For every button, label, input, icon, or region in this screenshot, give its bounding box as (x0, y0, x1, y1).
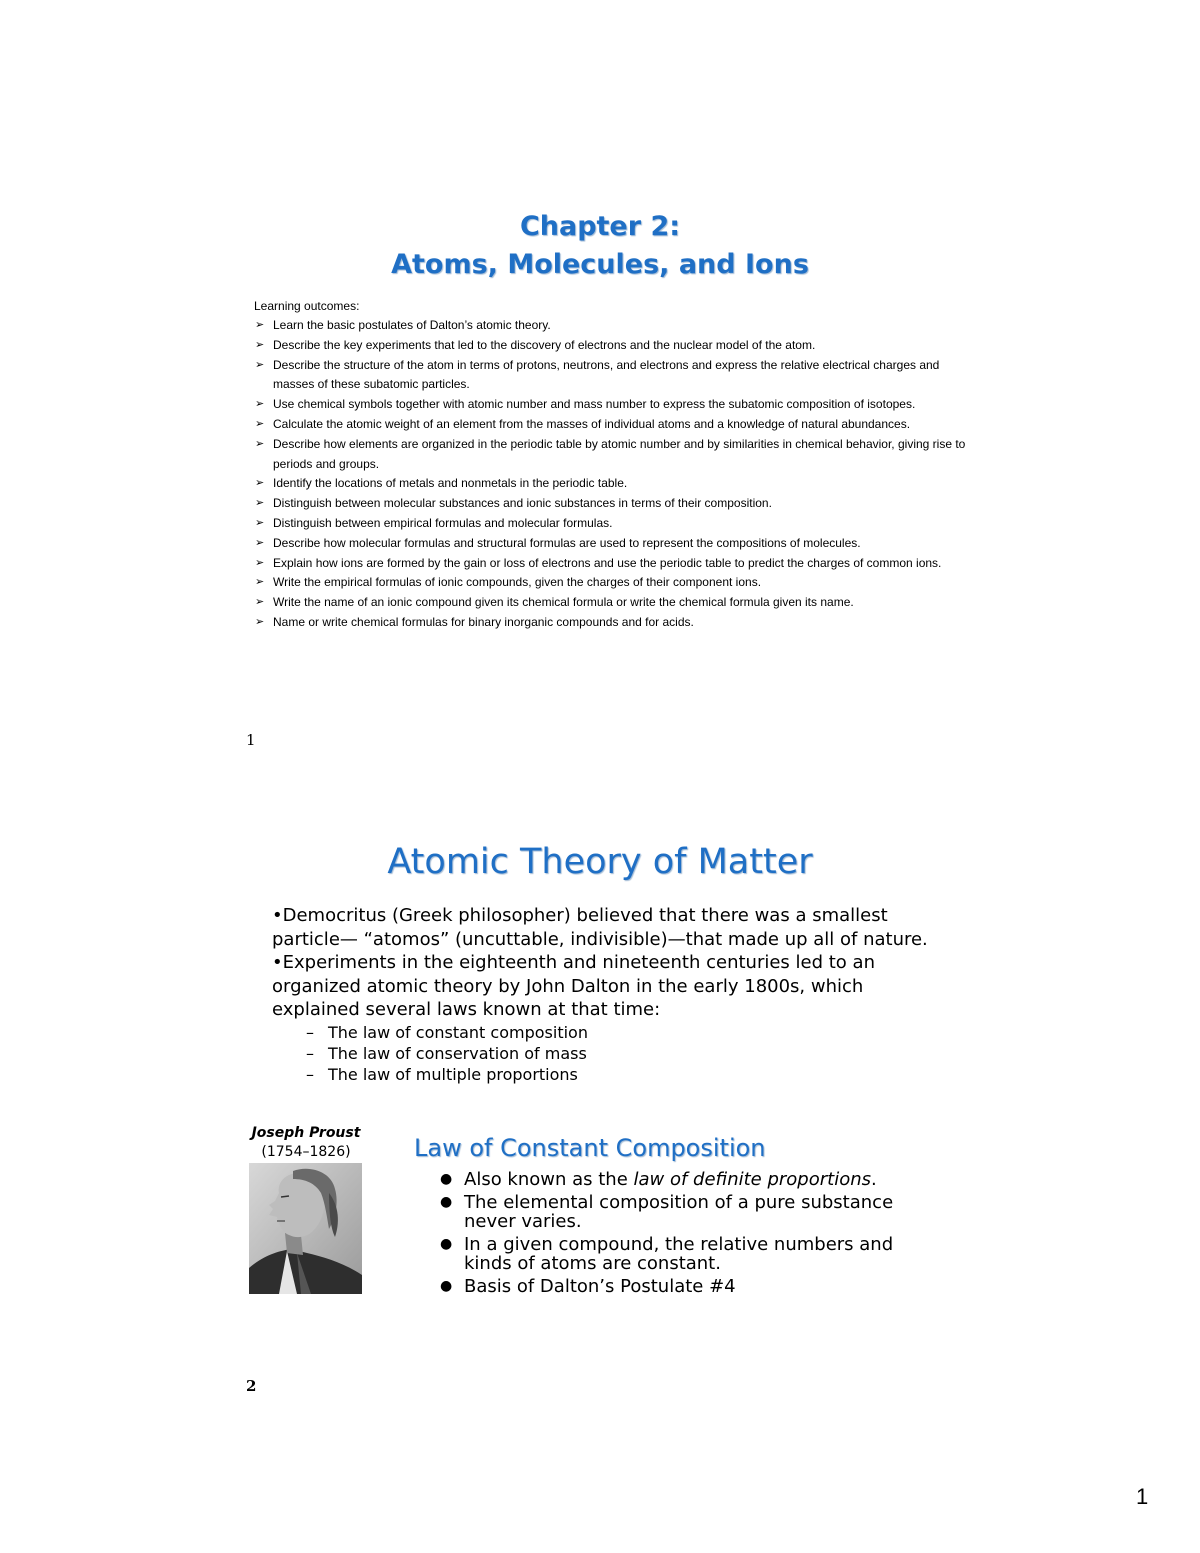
law-item-text: In a given compound, the relative numbers and kinds of atoms are constant. (464, 1234, 894, 1274)
law-bullets (438, 1170, 898, 1300)
dash-bullet: – (306, 1022, 314, 1042)
outcome-text: Describe how molecular formulas and structural formulas are used to represent the compositions of molecules. (273, 535, 861, 550)
outcome-text: Name or write chemical formulas for binary inorganic compounds and for acids. (273, 614, 694, 629)
outcome-item (254, 415, 974, 435)
page-number: 1 (1136, 1484, 1149, 1509)
arrow-bullet-icon: ➢ (255, 338, 265, 351)
bullet-dot-icon: ● (440, 1236, 453, 1252)
chapter-title-line2: Atoms, Molecules, and Ions (391, 249, 809, 280)
list-item (438, 1235, 898, 1273)
outcome-item (254, 336, 974, 356)
law-item-suffix: . (871, 1169, 877, 1190)
arrow-bullet-icon: ➢ (255, 576, 265, 589)
law-item-text: The elemental composition of a pure substance never varies. (464, 1192, 894, 1232)
arrow-bullet-icon: ➢ (255, 516, 265, 529)
outcome-item (254, 613, 974, 633)
bullet-dot-icon: ● (440, 1171, 453, 1187)
outcome-item (254, 554, 974, 574)
bullet-dot-icon: ● (440, 1194, 453, 1210)
arrow-bullet-icon: ➢ (255, 536, 265, 549)
arrow-bullet-icon: ➢ (255, 477, 265, 490)
chapter-title (0, 208, 1200, 284)
slide-number-1: 1 (246, 731, 256, 749)
outcome-text: Describe the key experiments that led to the discovery of electrons and the nuclear model of the atom. (273, 337, 816, 352)
outcome-item (254, 395, 974, 415)
slide-title-atomic-theory: Atomic Theory of Matter (387, 842, 813, 882)
arrow-bullet-icon: ➢ (255, 417, 265, 430)
outcome-item (254, 435, 974, 475)
outcome-text: Describe the structure of the atom in terms of protons, neutrons, and electrons and express the relative electrical charges and masses of these subatomic particles. (273, 357, 940, 392)
portrait-name: Joseph Proust (251, 1125, 361, 1141)
outcome-item (254, 494, 974, 514)
list-item (438, 1193, 898, 1231)
arrow-bullet-icon: ➢ (255, 358, 265, 371)
arrow-bullet-icon: ➢ (255, 319, 265, 331)
laws-list (272, 1022, 952, 1085)
law-item-text: Basis of Dalton’s Postulate #4 (464, 1276, 736, 1297)
law-item-prefix: Also known as the (464, 1169, 634, 1190)
outcome-text: Learn the basic postulates of Dalton’s atomic theory. (273, 318, 551, 332)
slide-number-2: 2 (246, 1377, 257, 1395)
list-item (438, 1170, 898, 1189)
outcome-item (254, 534, 974, 554)
outcome-text: Describe how elements are organized in the periodic table by atomic number and by similarities in chemical behavior, giving rise to periods and groups. (273, 436, 966, 471)
law-item-emphasis: law of definite proportions (633, 1169, 871, 1190)
dash-bullet: – (306, 1064, 314, 1084)
list-item (272, 1043, 952, 1064)
list-item (272, 1064, 952, 1085)
portrait-caption (248, 1124, 364, 1162)
arrow-bullet-icon: ➢ (255, 437, 265, 450)
learning-outcomes (254, 297, 974, 633)
outcome-item (254, 316, 974, 336)
dash-bullet: – (306, 1043, 314, 1063)
dalton-paragraph: •Experiments in the eighteenth and nineteenth centuries led to an organized atomic theory by John Dalton in the early 1800s, which explained several laws known at that time: (272, 952, 875, 1020)
law-text: The law of conservation of mass (328, 1043, 587, 1063)
joseph-proust-portrait (249, 1163, 362, 1294)
law-text: The law of multiple proportions (328, 1064, 578, 1084)
arrow-bullet-icon: ➢ (255, 596, 265, 609)
outcome-text: Distinguish between empirical formulas and molecular formulas. (273, 515, 613, 530)
law-title: Law of Constant Composition (414, 1134, 766, 1162)
arrow-bullet-icon: ➢ (255, 615, 265, 628)
portrait-years: (1754–1826) (261, 1144, 351, 1160)
arrow-bullet-icon: ➢ (255, 497, 265, 510)
outcome-item (254, 514, 974, 534)
list-item (272, 1022, 952, 1043)
outcome-item (254, 593, 974, 613)
outcome-item (254, 573, 974, 593)
outcome-item (254, 474, 974, 494)
outcome-item (254, 356, 974, 396)
arrow-bullet-icon: ➢ (255, 398, 265, 411)
atomic-theory-body (272, 904, 952, 1085)
bullet-dot-icon: ● (440, 1278, 453, 1294)
list-item (438, 1277, 898, 1296)
democritus-paragraph: •Democritus (Greek philosopher) believed that there was a smallest particle— “atomos” (uncuttable, indivisible)—that made up all of nature. (272, 905, 928, 950)
outcome-text: Explain how ions are formed by the gain or loss of electrons and use the periodic table to predict the charges of common ions. (273, 555, 942, 570)
arrow-bullet-icon: ➢ (255, 556, 265, 569)
outcome-text: Write the name of an ionic compound given its chemical formula or write the chemical formula given its name. (273, 595, 854, 610)
outcome-text: Use chemical symbols together with atomic number and mass number to express the subatomic composition of isotopes. (273, 397, 916, 412)
outcome-text: Identify the locations of metals and nonmetals in the periodic table. (273, 476, 628, 491)
learning-outcomes-label: Learning outcomes: (254, 299, 360, 313)
outcome-text: Write the empirical formulas of ionic compounds, given the charges of their component ions. (273, 575, 762, 590)
chapter-title-line1: Chapter 2: (519, 211, 681, 242)
law-text: The law of constant composition (328, 1022, 588, 1042)
outcome-text: Distinguish between molecular substances and ionic substances in terms of their composition. (273, 496, 772, 511)
outcome-text: Calculate the atomic weight of an element from the masses of individual atoms and a knowledge of natural abundances. (273, 416, 911, 431)
